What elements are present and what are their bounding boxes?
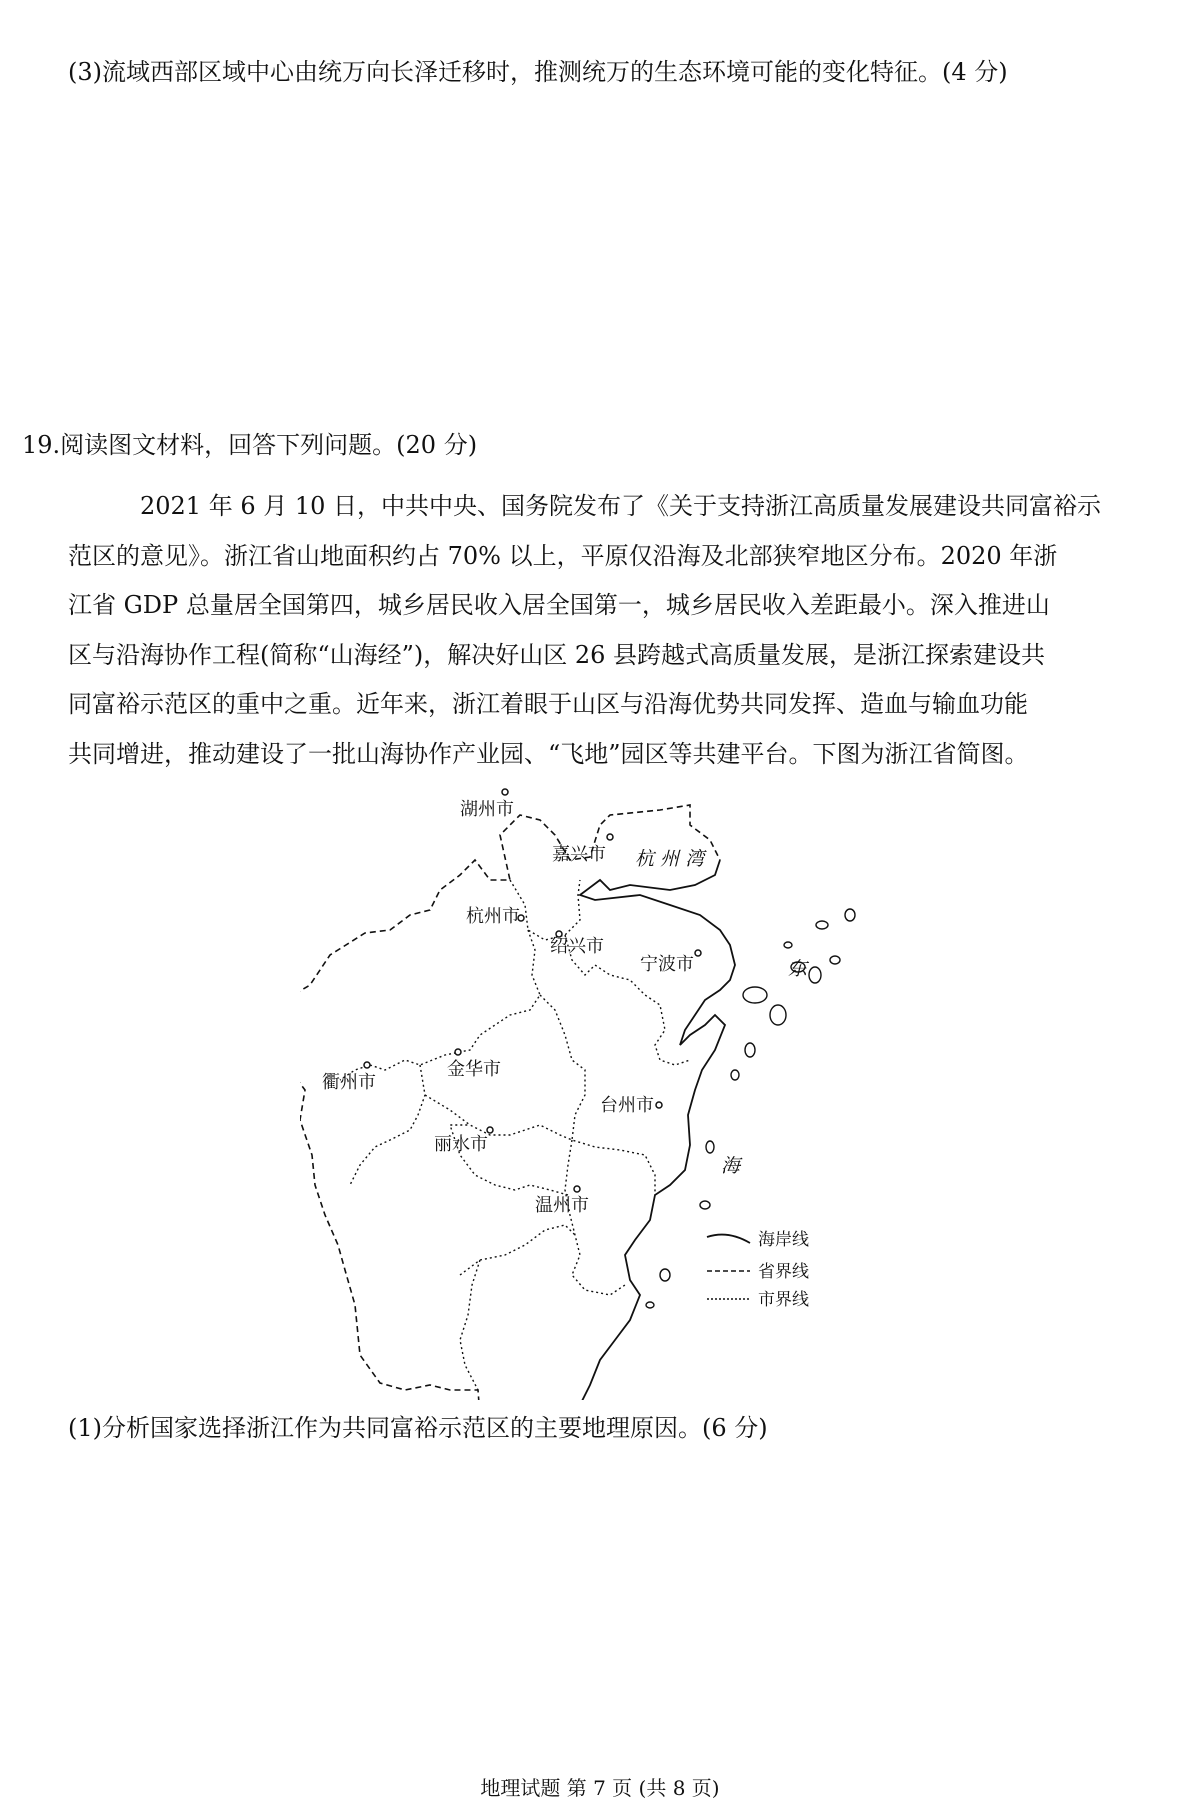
city-label-ningbo: 宁波市 [640, 954, 694, 975]
question-19-material [68, 482, 1188, 779]
zhejiang-map [300, 775, 880, 1400]
legend-coastline-symbol [707, 1235, 750, 1243]
city-label-taizhou: 台州市 [600, 1095, 654, 1116]
sea-label: 海 [721, 1155, 741, 1177]
material-line: 江省 GDP 总量居全国第四，城乡居民收入居全国第一，城乡居民收入差距最小。深入推进山 [68, 591, 1050, 619]
legend-province-label: 省界线 [758, 1262, 809, 1282]
city-label-quzhou: 衢州市 [322, 1072, 376, 1093]
city-label-wenzhou: 温州市 [535, 1195, 589, 1216]
material-line: 同富裕示范区的重中之重。近年来，浙江着眼于山区与沿海优势共同发挥、造血与输血功能 [68, 690, 1028, 718]
page-footer: 地理试题 第 7 页 (共 8 页) [480, 1776, 720, 1800]
legend-coastline-label: 海岸线 [758, 1230, 809, 1250]
material-line: 2021 年 6 月 10 日，中共中央、国务院发布了《关于支持浙江高质量发展建设共同富裕示 [140, 492, 1102, 520]
question-19-title: 19.阅读图文材料，回答下列问题。(20 分) [22, 431, 478, 459]
city-label-hangzhou: 杭州市 [466, 906, 520, 927]
bay-label: 杭 州 湾 [635, 848, 705, 870]
city-label-jinhua: 金华市 [447, 1059, 501, 1080]
material-line: 区与沿海协作工程(简称“山海经”)，解决好山区 26 县跨越式高质量发展，是浙江探索建设共 [68, 640, 1046, 669]
sub-question-1: (1)分析国家选择浙江作为共同富裕示范区的主要地理原因。(6 分) [68, 1414, 768, 1442]
city-label-lishui: 丽水市 [434, 1134, 488, 1155]
material-line: 共同增进，推动建设了一批山海协作产业园、“飞地”园区等共建平台。下图为浙江省简图。 [68, 739, 1029, 768]
city-label-jiaxing: 嘉兴市 [552, 844, 606, 865]
material-line: 范区的意见》。浙江省山地面积约占 70% 以上，平原仅沿海及北部狭窄地区分布。2020 年浙 [68, 541, 1058, 570]
map-content [300, 789, 855, 1400]
city-boundaries [340, 880, 690, 1390]
sea-label-east: 东 [788, 958, 808, 980]
legend-city-label: 市界线 [758, 1290, 809, 1310]
question-3-text: (3)流域西部区域中心由统万向长泽迁移时，推测统万的生态环境可能的变化特征。(4 分) [68, 58, 1008, 86]
city-label-shaoxing: 绍兴市 [550, 936, 604, 957]
city-label-huzhou: 湖州市 [460, 799, 514, 820]
map-legend [707, 1230, 809, 1310]
